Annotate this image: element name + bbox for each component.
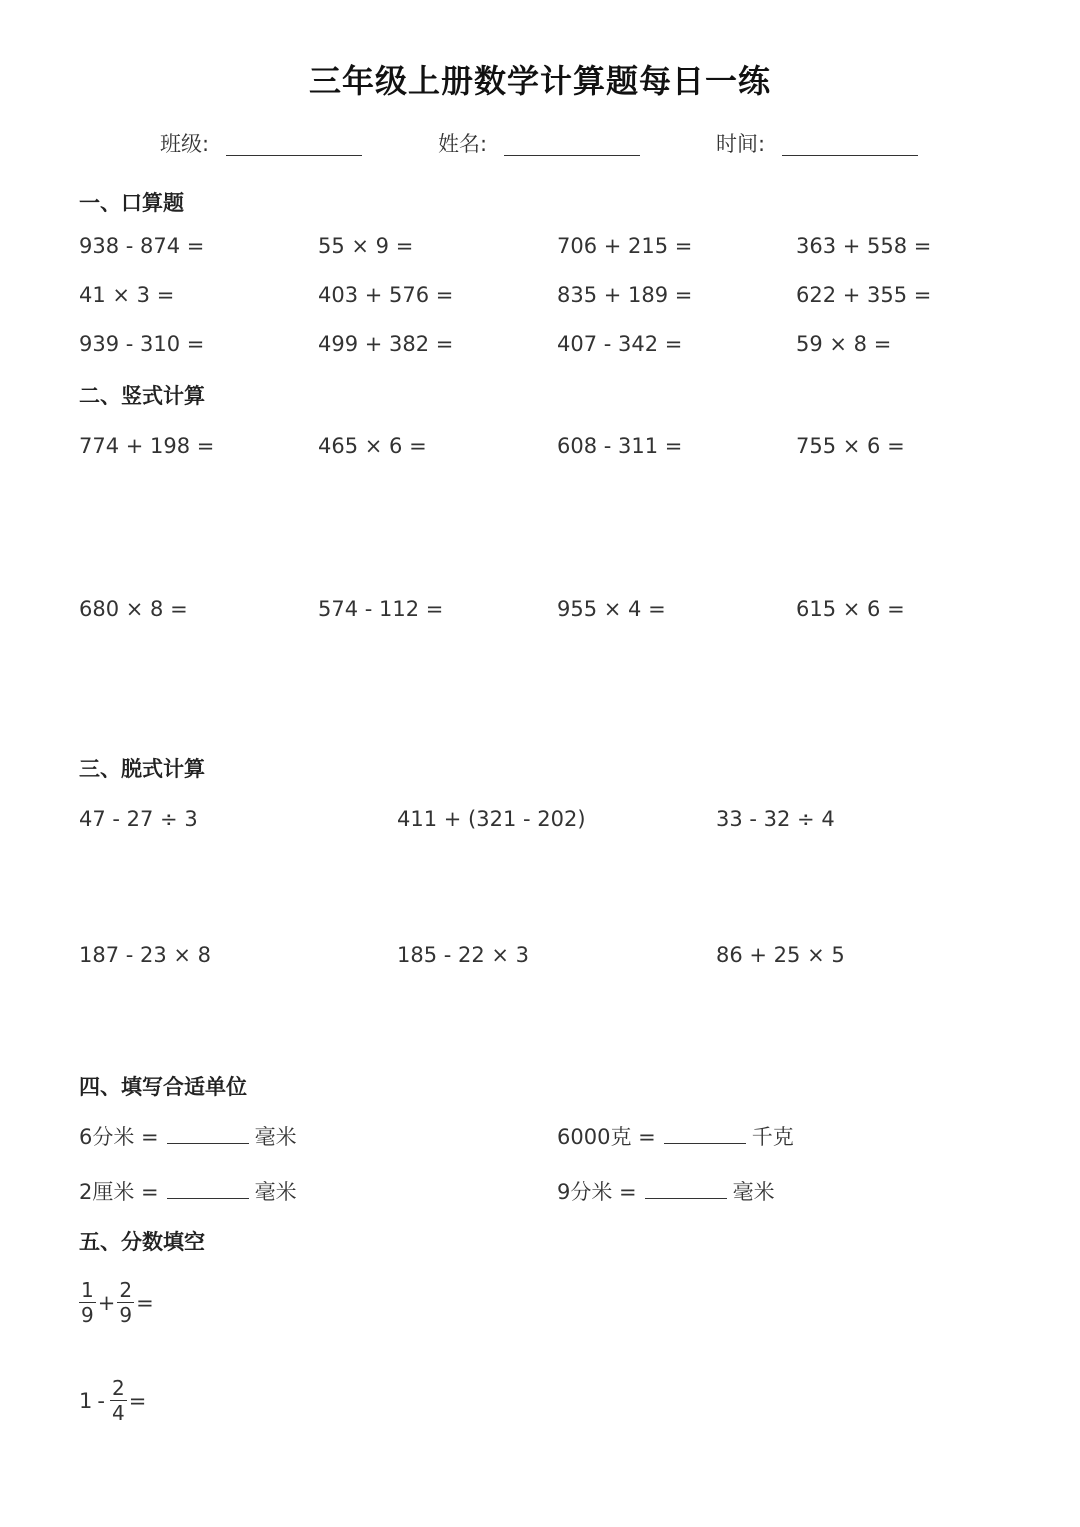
vertical-problem: 680 × 8 = <box>79 597 188 621</box>
unit-right: 千克 <box>751 1125 794 1149</box>
oral-problem: 363 + 558 = <box>796 234 932 258</box>
answer-blank[interactable] <box>167 1180 249 1199</box>
numerator: 1 <box>81 1278 94 1302</box>
vertical-problem: 615 × 6 = <box>796 597 905 621</box>
stepwise-problem: 86 + 25 × 5 <box>716 943 845 967</box>
operator: + <box>97 1290 116 1315</box>
numerator: 2 <box>111 1376 125 1400</box>
time-blank[interactable] <box>782 155 918 156</box>
unit-problem <box>557 1121 794 1151</box>
stepwise-problem: 411 + (321 - 202) <box>397 807 586 831</box>
answer-blank[interactable] <box>167 1125 249 1144</box>
vertical-problem: 608 - 311 = <box>557 434 683 458</box>
answer-blank[interactable] <box>645 1180 727 1199</box>
section-fraction-title: 五、分数填空 <box>79 1230 205 1254</box>
fraction-problem <box>79 1376 148 1425</box>
oral-problem: 407 - 342 = <box>557 332 683 356</box>
section-vertical-title: 二、竖式计算 <box>79 384 205 408</box>
equals-sign: = <box>136 1290 154 1315</box>
unit-left: 6分米 = <box>79 1125 159 1149</box>
unit-problem <box>79 1176 297 1206</box>
section-units-title: 四、填写合适单位 <box>79 1075 247 1099</box>
unit-left: 2厘米 = <box>79 1180 159 1204</box>
stepwise-problem: 47 - 27 ÷ 3 <box>79 807 198 831</box>
denominator: 4 <box>111 1401 125 1425</box>
denominator: 9 <box>119 1303 133 1327</box>
unit-left: 6000克 = <box>557 1125 656 1149</box>
unit-left: 9分米 = <box>557 1180 637 1204</box>
fraction <box>117 1278 134 1327</box>
stepwise-problem: 33 - 32 ÷ 4 <box>716 807 835 831</box>
time-label: 时间: <box>716 132 766 156</box>
class-label: 班级: <box>160 132 210 156</box>
vertical-problem: 574 - 112 = <box>318 597 444 621</box>
unit-right: 毫米 <box>254 1125 297 1149</box>
oral-problem: 403 + 576 = <box>318 283 454 307</box>
stepwise-problem: 185 - 22 × 3 <box>397 943 530 967</box>
numerator: 2 <box>119 1278 133 1302</box>
fraction-problem <box>79 1278 156 1327</box>
name-label: 姓名: <box>438 132 488 156</box>
vertical-problem: 774 + 198 = <box>79 434 215 458</box>
denominator: 9 <box>81 1303 94 1327</box>
oral-problem: 706 + 215 = <box>557 234 693 258</box>
section-oral-title: 一、口算题 <box>79 191 184 215</box>
section-stepwise-title: 三、脱式计算 <box>79 757 205 781</box>
vertical-problem: 465 × 6 = <box>318 434 427 458</box>
operator: - <box>97 1388 105 1413</box>
answer-blank[interactable] <box>664 1125 746 1144</box>
oral-problem: 622 + 355 = <box>796 283 932 307</box>
fraction <box>79 1278 96 1327</box>
oral-problem: 55 × 9 = <box>318 234 414 258</box>
oral-problem: 59 × 8 = <box>796 332 892 356</box>
oral-problem: 835 + 189 = <box>557 283 693 307</box>
whole-number: 1 <box>79 1388 93 1413</box>
class-blank[interactable] <box>226 155 362 156</box>
oral-problem: 938 - 874 = <box>79 234 205 258</box>
vertical-problem: 755 × 6 = <box>796 434 905 458</box>
name-blank[interactable] <box>504 155 640 156</box>
unit-problem <box>79 1121 297 1151</box>
oral-problem: 939 - 310 = <box>79 332 205 356</box>
stepwise-problem: 187 - 23 × 8 <box>79 943 212 967</box>
oral-problem: 41 × 3 = <box>79 283 175 307</box>
fraction <box>110 1376 127 1425</box>
oral-problem: 499 + 382 = <box>318 332 454 356</box>
page-title: 三年级上册数学计算题每日一练 <box>308 62 771 100</box>
unit-problem <box>557 1176 775 1206</box>
unit-right: 毫米 <box>254 1180 297 1204</box>
equals-sign: = <box>128 1388 147 1413</box>
unit-right: 毫米 <box>732 1180 775 1204</box>
vertical-problem: 955 × 4 = <box>557 597 666 621</box>
